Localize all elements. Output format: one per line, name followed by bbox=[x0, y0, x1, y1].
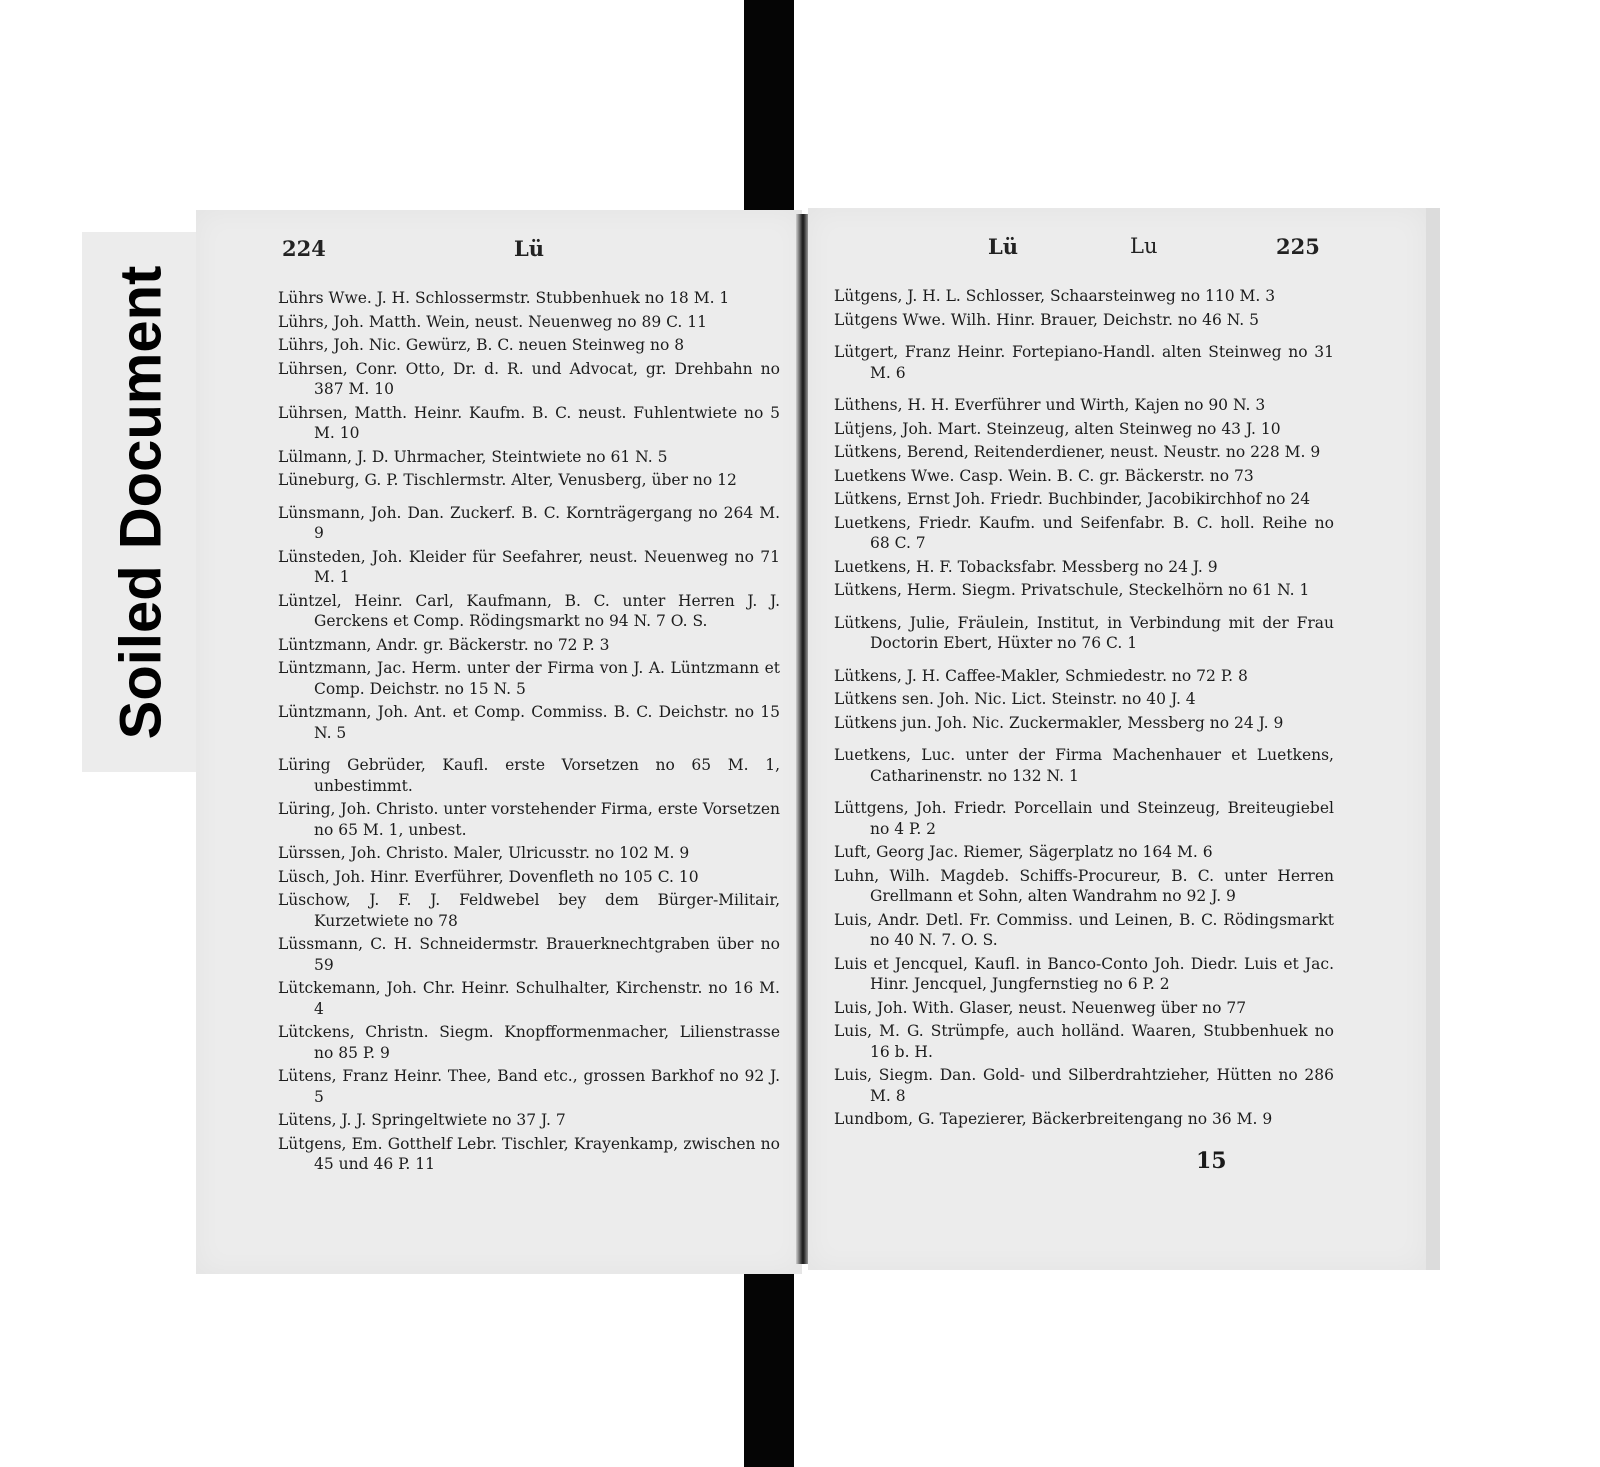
directory-entry: Lüring Gebrüder, Kaufl. erste Vorsetzen no 65 M. 1, unbestimmt. bbox=[278, 756, 780, 795]
directory-entry: Lütgens Wwe. Wilh. Hinr. Brauer, Deichstr. no 46 N. 5 bbox=[834, 310, 1260, 329]
directory-entry: Luis, M. G. Strümpfe, auch holländ. Waaren, Stubbenhuek no 16 b. H. bbox=[834, 1022, 1334, 1061]
right-page bbox=[808, 208, 1440, 1270]
directory-entry: Lütgert, Franz Heinr. Fortepiano-Handl. alten Steinweg no 31 M. 6 bbox=[834, 343, 1334, 382]
directory-entry: Lührsen, Conr. Otto, Dr. d. R. und Advocat, gr. Drehbahn no 387 M. 10 bbox=[278, 359, 780, 398]
directory-entry: Lünsteden, Joh. Kleider für Seefahrer, neust. Neuenweg no 71 M. 1 bbox=[278, 547, 780, 586]
left-page bbox=[196, 210, 802, 1274]
left-entry-list bbox=[278, 288, 780, 1178]
directory-entry: Lütens, Franz Heinr. Thee, Band etc., grossen Barkhof no 92 J. 5 bbox=[278, 1067, 780, 1106]
directory-entry: Lürssen, Joh. Christo. Maler, Ulricusstr. no 102 M. 9 bbox=[278, 844, 690, 862]
stamp-label: Soiled Document bbox=[108, 265, 174, 739]
directory-entry: Luft, Georg Jac. Riemer, Sägerplatz no 164 M. 6 bbox=[834, 843, 1213, 861]
directory-entry: Lütgens, Em. Gotthelf Lebr. Tischler, Krayenkamp, zwischen no 45 und 46 P. 11 bbox=[278, 1134, 780, 1173]
directory-entry: Luis et Jencquel, Kaufl. in Banco-Conto Joh. Diedr. Luis et Jac. Hinr. Jencquel, Jungfernstieg no 6 P. 2 bbox=[834, 954, 1334, 993]
directory-entry: Lütckens, Christn. Siegm. Knopfformenmacher, Lilienstrasse no 85 P. 9 bbox=[278, 1023, 780, 1062]
directory-entry: Lührs, Joh. Matth. Wein, neust. Neuenweg no 89 C. 11 bbox=[278, 312, 708, 331]
directory-entry: Lundbom, G. Tapezierer, Bäckerbreitengang no 36 M. 9 bbox=[834, 1110, 1273, 1128]
directory-entry: Luetkens Wwe. Casp. Wein. B. C. gr. Bäckerstr. no 73 bbox=[834, 466, 1254, 485]
directory-entry: Lüsch, Joh. Hinr. Everführer, Dovenfleth no 105 C. 10 bbox=[278, 867, 699, 886]
directory-entry: Lünsmann, Joh. Dan. Zuckerf. B. C. Kornträgergang no 264 M. 9 bbox=[278, 503, 780, 542]
directory-entry: Luetkens, Luc. unter der Firma Machenhauer et Luetkens, Catharinenstr. no 132 N. 1 bbox=[834, 746, 1334, 785]
right-entry-list bbox=[834, 286, 1334, 1133]
directory-entry: Lührs Wwe. J. H. Schlossermstr. Stubbenhuek no 18 M. 1 bbox=[278, 289, 730, 307]
directory-entry: Lülmann, J. D. Uhrmacher, Steintwiete no 61 N. 5 bbox=[278, 447, 668, 466]
right-page-heading-alt: Lu bbox=[1130, 234, 1158, 258]
directory-entry: Lüntzmann, Jac. Herm. unter der Firma von J. A. Lüntzmann et Comp. Deichstr. no 15 N. 5 bbox=[278, 659, 780, 698]
directory-entry: Lütkens, Herm. Siegm. Privatschule, Steckelhörn no 61 N. 1 bbox=[834, 581, 1310, 599]
directory-entry: Lütkens, J. H. Caffee-Makler, Schmiedestr. no 72 P. 8 bbox=[834, 666, 1248, 685]
directory-entry: Lüring, Joh. Christo. unter vorstehender Firma, erste Vorsetzen no 65 M. 1, unbest. bbox=[278, 800, 780, 839]
left-page-number: 224 bbox=[282, 236, 326, 261]
directory-entry: Lüntzmann, Joh. Ant. et Comp. Commiss. B. C. Deichstr. no 15 N. 5 bbox=[278, 703, 780, 742]
directory-entry: Lütckemann, Joh. Chr. Heinr. Schulhalter, Kirchenstr. no 16 M. 4 bbox=[278, 979, 780, 1018]
binding-strap-top bbox=[744, 0, 794, 218]
directory-entry: Lüntzel, Heinr. Carl, Kaufmann, B. C. unter Herren J. J. Gerckens et Comp. Rödingsmarkt no 94 N. 7 O. S. bbox=[278, 591, 780, 630]
directory-entry: Lüthens, H. H. Everführer und Wirth, Kajen no 90 N. 3 bbox=[834, 396, 1266, 414]
directory-entry: Lüschow, J. F. J. Feldwebel bey dem Bürger-Militair, Kurzetwiete no 78 bbox=[278, 891, 780, 930]
directory-entry: Lütgens, J. H. L. Schlosser, Schaarsteinweg no 110 M. 3 bbox=[834, 287, 1276, 305]
directory-entry: Lüneburg, G. P. Tischlermstr. Alter, Venusberg, über no 12 bbox=[278, 471, 737, 489]
soiled-document-stamp bbox=[82, 232, 200, 772]
signature-mark: 15 bbox=[1196, 1148, 1227, 1174]
directory-entry: Lührsen, Matth. Heinr. Kaufm. B. C. neust. Fuhlentwiete no 5 M. 10 bbox=[278, 403, 780, 442]
directory-entry: Luis, Andr. Detl. Fr. Commiss. und Leinen, B. C. Rödingsmarkt no 40 N. 7. O. S. bbox=[834, 910, 1334, 949]
directory-entry: Luetkens, Friedr. Kaufm. und Seifenfabr. B. C. holl. Reihe no 68 C. 7 bbox=[834, 513, 1334, 552]
directory-entry: Lütkens, Ernst Joh. Friedr. Buchbinder, Jacobikirchhof no 24 bbox=[834, 490, 1311, 508]
directory-entry: Lütkens, Julie, Fräulein, Institut, in Verbindung mit der Frau Doctorin Ebert, Hüxter no 76 C. 1 bbox=[834, 613, 1334, 652]
directory-entry: Lührs, Joh. Nic. Gewürz, B. C. neuen Steinweg no 8 bbox=[278, 336, 685, 354]
right-page-heading: Lü bbox=[988, 234, 1019, 259]
directory-entry: Lüttgens, Joh. Friedr. Porcellain und Steinzeug, Breiteugiebel no 4 P. 2 bbox=[834, 799, 1334, 838]
left-page-heading: Lü bbox=[514, 236, 545, 261]
directory-entry: Lütkens jun. Joh. Nic. Zuckermakler, Messberg no 24 J. 9 bbox=[834, 713, 1284, 732]
directory-entry: Lüntzmann, Andr. gr. Bäckerstr. no 72 P. 3 bbox=[278, 635, 610, 654]
directory-entry: Lütjens, Joh. Mart. Steinzeug, alten Steinweg no 43 J. 10 bbox=[834, 419, 1281, 438]
right-page-number: 225 bbox=[1276, 234, 1320, 259]
directory-entry: Luetkens, H. F. Tobacksfabr. Messberg no 24 J. 9 bbox=[834, 557, 1218, 576]
directory-entry: Luis, Siegm. Dan. Gold- und Silberdrahtzieher, Hütten no 286 M. 8 bbox=[834, 1066, 1334, 1105]
directory-entry: Luhn, Wilh. Magdeb. Schiffs-Procureur, B. C. unter Herren Grellmann et Sohn, alten Wandrahm no 92 J. 9 bbox=[834, 866, 1334, 905]
directory-entry: Lütens, J. J. Springeltwiete no 37 J. 7 bbox=[278, 1111, 566, 1129]
directory-entry: Lüssmann, C. H. Schneidermstr. Brauerknechtgraben über no 59 bbox=[278, 935, 780, 974]
directory-entry: Lütkens, Berend, Reitenderdiener, neust. Neustr. no 228 M. 9 bbox=[834, 443, 1321, 461]
directory-entry: Lütkens sen. Joh. Nic. Lict. Steinstr. no 40 J. 4 bbox=[834, 690, 1196, 708]
directory-entry: Luis, Joh. With. Glaser, neust. Neuenweg über no 77 bbox=[834, 998, 1247, 1017]
binding-strap-bottom bbox=[744, 1262, 794, 1467]
